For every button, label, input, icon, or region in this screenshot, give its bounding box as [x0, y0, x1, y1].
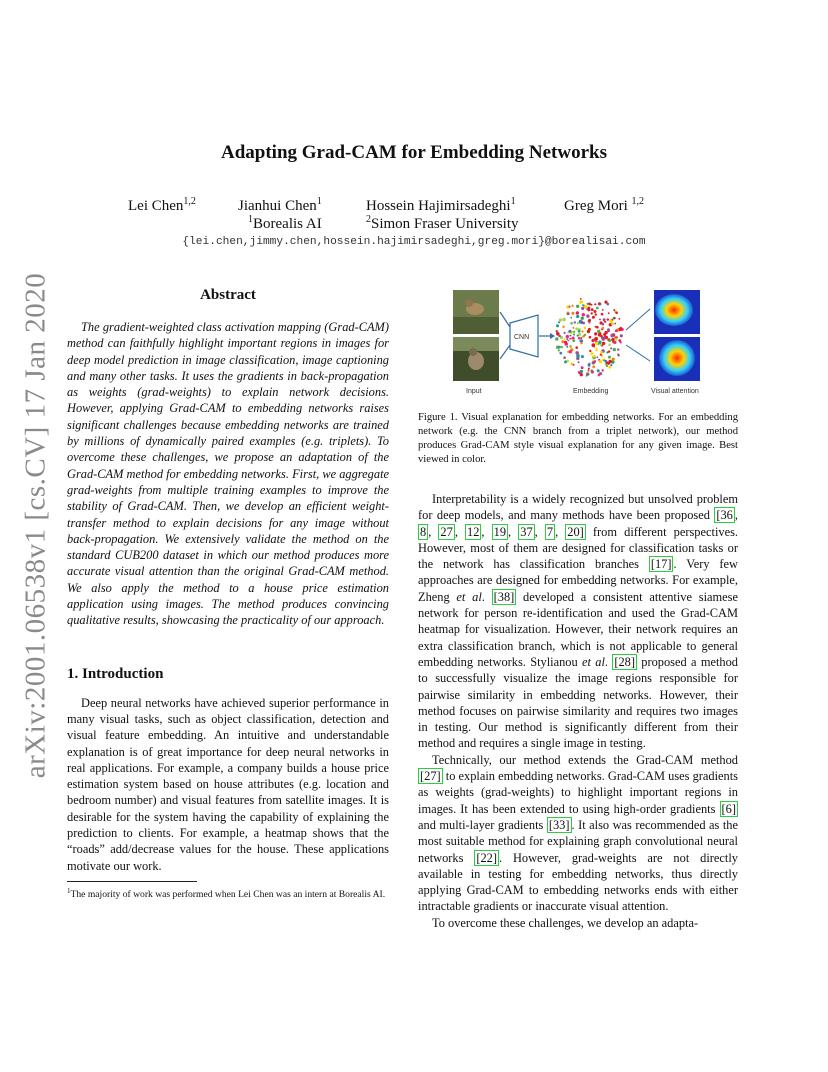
embedding-point — [595, 326, 597, 328]
embedding-point — [602, 323, 605, 326]
embedding-point — [578, 330, 581, 333]
embedding-point — [573, 364, 575, 366]
embedding-point — [596, 307, 599, 310]
abstract-heading: Abstract — [200, 287, 256, 303]
embedding-point — [600, 354, 602, 356]
embedding-point — [580, 298, 582, 300]
embedding-point — [620, 341, 622, 343]
embedding-point — [615, 311, 618, 314]
embedding-point — [575, 351, 579, 355]
affiliation-1: $^1$Borealis AI — [248, 214, 322, 232]
citation-link[interactable]: 19 — [493, 524, 507, 539]
embedding-point — [620, 334, 623, 337]
embedding-point — [611, 338, 614, 341]
embedding-point — [579, 320, 583, 324]
footnote: $^1$The majority of work was performed when Lei Chen was an intern at Borealis AI. — [67, 886, 386, 901]
embedding-point — [602, 309, 604, 311]
right-body-text — [418, 491, 738, 931]
author-2: Jianhui Chen$^1$ — [238, 196, 322, 214]
embedding-point — [591, 371, 594, 374]
embedding-point — [607, 303, 610, 306]
embedding-point — [569, 338, 571, 340]
embedding-point — [592, 361, 595, 364]
embedding-point — [609, 319, 612, 322]
embedding-point — [561, 340, 564, 343]
embedding-point — [591, 308, 594, 311]
embedding-point — [588, 307, 591, 310]
embedding-point — [558, 321, 560, 323]
embedding-point — [599, 360, 602, 363]
embedding-point — [576, 312, 578, 314]
embedding-point — [582, 304, 584, 306]
embedding-point — [587, 303, 589, 305]
embedding-point — [600, 351, 603, 354]
body-paragraph: Technically, our method extends the Grad-CAM method [27] to explain embedding networks. Grad-CAM uses gradients as weights (grad-weights) to highlight important regions in images. It has been extended to using high-order gradients [6] and multi-layer gradients [33] . It also was recommended as the most suitable method for explaining graph convolutional neural networks [22] . However, grad-weights are not directly available in testing for embedding networks, thus directly applying Grad-CAM to embedding networks ends with either intractable gradients or inaccurate visual attention. — [418, 752, 738, 914]
embedding-point — [572, 337, 575, 340]
embedding-point — [602, 369, 604, 371]
embedding-point — [581, 355, 584, 358]
citation-link[interactable]: [27] — [420, 769, 441, 784]
embedding-point — [599, 319, 601, 321]
embedding-point — [561, 346, 563, 348]
embedding-point — [597, 369, 600, 372]
embedding-point — [566, 360, 568, 362]
embedding-point — [588, 368, 590, 370]
embedding-point — [589, 350, 591, 352]
embedding-point — [595, 313, 597, 315]
input-label: Input — [466, 388, 482, 395]
embedding-point — [563, 356, 566, 359]
embedding-point — [570, 317, 572, 319]
embedding-point — [592, 316, 595, 319]
embedding-point — [572, 305, 574, 307]
embedding-point — [594, 337, 598, 341]
attention-map-bottom — [654, 337, 700, 381]
embedding-point — [580, 370, 583, 373]
embedding-point — [582, 313, 585, 316]
embedding-point — [608, 350, 610, 352]
embedding-point — [608, 339, 611, 342]
embedding-point — [558, 349, 560, 351]
embedding-point — [592, 344, 595, 347]
attention-map-top — [654, 290, 700, 334]
embedding-point — [567, 312, 570, 315]
author-3: Hossein Hajimirsadeghi$^1$ — [366, 196, 516, 214]
embedding-point — [594, 303, 596, 305]
embedding-point — [580, 337, 582, 339]
arxiv-identifier — [10, 272, 62, 778]
embedding-point — [600, 344, 602, 346]
embedding-point — [581, 366, 584, 369]
citation-link[interactable]: [6] — [721, 801, 736, 816]
embedding-scatter — [555, 298, 624, 377]
embedding-point — [608, 312, 610, 314]
input-bird-image-top — [453, 290, 499, 334]
embedding-point — [566, 335, 569, 338]
embedding-point — [614, 323, 616, 325]
embedding-point — [596, 356, 598, 358]
embedding-point — [593, 355, 596, 358]
embedding-point — [603, 333, 606, 336]
embedding-point — [603, 318, 606, 321]
embedding-point — [580, 373, 583, 376]
embedding-point — [603, 342, 605, 344]
citation-link[interactable]: [22] — [476, 850, 497, 865]
embedding-point — [576, 305, 579, 308]
embedding-point — [589, 336, 592, 339]
embedding-label: Embedding — [573, 388, 609, 395]
embedding-point — [566, 338, 568, 340]
introduction-heading: 1. Introduction — [67, 665, 164, 682]
citation-link[interactable]: [33] — [548, 817, 570, 832]
embedding-point — [588, 328, 591, 331]
embedding-point — [588, 369, 590, 371]
embedding-point — [607, 318, 609, 320]
embedding-point — [586, 314, 589, 317]
embedding-point — [611, 361, 614, 364]
citation-link[interactable]: 12 — [467, 524, 480, 539]
abstract-text: The gradient-weighted class activation mapping (Grad-CAM) method can faithfully highlight important regions in images for deep model prediction in image classification, image captioning and many other tasks. It uses the gradients in back-propagation as weights (grad-weights) to explain network decisions. However, applying Grad-CAM to embedding networks raises significant challenges because embedding networks are trained by millions of dynamically paired examples (e.g. triplets). To overcome these challenges, we propose an adaptation of the Grad-CAM method for embedding networks. First, we aggregate grad-weights from multiple training examples to improve the stability of Grad-CAM. Then, we develop an efficient weight-transfer method to explain decisions for any image without back-propagation. We extensively validate the method on the standard CUB200 dataset in which our method produces more accurate visual attention than the original Grad-CAM method. We also apply the method to a house price estimation application using images. The method produces convincing qualitative results, showcasing the practicality of our approach. — [67, 320, 390, 628]
embedding-point — [559, 318, 562, 321]
embedding-point — [581, 317, 584, 320]
embedding-point — [566, 346, 568, 348]
embedding-point — [572, 327, 574, 329]
embedding-point — [555, 337, 558, 340]
embedding-point — [567, 351, 569, 353]
affiliation-2: $^2$Simon Fraser University — [366, 214, 519, 232]
author-4: Greg Mori $^{1,2}$ — [564, 196, 644, 214]
embedding-point — [610, 347, 612, 349]
input-bird-image-bottom — [453, 337, 499, 381]
citation-link[interactable]: [28] — [614, 654, 635, 669]
embedding-point — [573, 331, 575, 333]
embedding-point — [598, 341, 601, 344]
embedding-point — [570, 322, 572, 324]
embedding-point — [584, 305, 588, 309]
embedding-point — [586, 373, 589, 376]
embedding-point — [610, 334, 614, 338]
embedding-point — [571, 312, 574, 315]
embedding-point — [575, 327, 578, 330]
embedding-point — [613, 309, 615, 311]
embedding-point — [597, 330, 600, 333]
embedding-point — [581, 330, 583, 332]
embedding-point — [564, 332, 566, 334]
body-paragraph: Interpretability is a widely recognized but unsolved problem for deep models, and many methods have been proposed [36 , 8 , 27 , 12 , 19 , 37 , 7 , 20] from different perspectives. However, most of them are designed for classification tasks or the network has classification branches [17] . Very few approaches are designed for embedding networks. For example, Zheng et al. [38] developed a consistent attentive siamese network for person re-identification and used the Grad-CAM heatmap for visualization. However, their network requires an extra classification branch, which is not applicable to general embedding networks. Stylianou et al. [28] proposed a method to successfully visualize the image regions responsible for pairwise similarity in embedding networks. However, their method focuses on pairwise similarity and requires two images in testing. Our method is significantly different from their method and requires a single image in testing. — [418, 492, 738, 751]
embedding-point — [594, 332, 597, 335]
embedding-point — [584, 327, 587, 330]
embedding-point — [608, 344, 611, 347]
citation-link[interactable]: 7 — [546, 524, 554, 539]
arxiv-identifier-text: arXiv:2001.06538v1 [cs.CV] 17 Jan 2020 — [19, 272, 52, 778]
embedding-point — [577, 322, 579, 324]
embedding-point — [577, 335, 579, 337]
embedding-point — [572, 339, 575, 342]
embedding-point — [611, 322, 614, 325]
footnote-rule — [67, 881, 197, 882]
embedding-point — [608, 356, 611, 359]
embedding-point — [592, 365, 595, 368]
citation-link[interactable]: [36 — [716, 508, 733, 523]
figure-1-illustration — [418, 287, 738, 401]
embedding-point — [599, 373, 602, 376]
embedding-point — [599, 303, 601, 305]
embedding-point — [564, 338, 566, 340]
embedding-point — [601, 313, 604, 316]
citation-link[interactable]: 20] — [567, 524, 584, 539]
embedding-point — [607, 328, 610, 331]
embedding-point — [615, 329, 618, 332]
embedding-point — [575, 346, 578, 349]
citation-link[interactable]: [38] — [493, 589, 515, 604]
embedding-point — [590, 352, 593, 355]
embedding-point — [617, 354, 619, 356]
embedding-point — [569, 306, 571, 308]
author-1: Lei Chen$^{1,2}$ — [128, 196, 196, 214]
embedding-point — [592, 339, 594, 341]
citation-link[interactable]: [17] — [650, 557, 672, 572]
embedding-point — [594, 310, 597, 313]
embedding-point — [592, 359, 594, 361]
embedding-point — [595, 347, 597, 349]
cnn-label: CNN — [514, 334, 530, 341]
author-emails: {lei.chen,jimmy.chen,hossein.hajimirsadeghi,greg.mori}@borealisai.com — [182, 236, 646, 248]
embedding-point — [578, 361, 580, 363]
embedding-point — [614, 341, 617, 344]
embedding-point — [582, 335, 585, 338]
embedding-point — [581, 307, 584, 310]
embedding-point — [562, 318, 566, 322]
embedding-point — [588, 363, 590, 365]
embedding-point — [613, 348, 616, 351]
embedding-point — [556, 330, 558, 332]
embedding-point — [614, 317, 616, 319]
embedding-point — [608, 363, 610, 365]
embedding-point — [573, 334, 575, 336]
embedding-point — [574, 321, 576, 323]
citation-link[interactable]: 8 — [420, 524, 427, 539]
figure-1 — [418, 287, 738, 401]
embedding-point — [610, 364, 612, 366]
embedding-point — [556, 346, 559, 349]
embedding-point — [604, 360, 607, 363]
figure-1-caption: Figure 1. Visual explanation for embedding networks. For an embedding network (e.g. the CNN branch from a triplet network), our method produces Grad-CAM style visual explanation for any given image. Best viewed in color. — [418, 412, 738, 465]
embedding-point — [595, 342, 598, 345]
embedding-point — [618, 318, 620, 320]
embedding-point — [570, 335, 572, 337]
body-paragraph: To overcome these challenges, we develop an adapta- — [432, 915, 699, 930]
embedding-point — [570, 346, 572, 348]
embedding-point — [617, 348, 619, 350]
embedding-point — [578, 337, 581, 340]
embedding-point — [612, 358, 615, 361]
embedding-point — [602, 327, 604, 329]
embedding-point — [556, 324, 559, 327]
introduction-paragraph: Deep neural networks have achieved superior performance in many visual tasks, such as object classification, detection and visual feature embedding. An intuitive and understandable explanation is of great importance for deep neural networks in real applications. For example, a company builds a house price estimation system based on house attributes (e.g. location and bedroom number) and visual features from satellite images. It is desirable for the system having the capability of explaining the prediction to clients. For example, a heatmap shows that the “roads” add/decrease values for the house. These applications motivate our work. — [67, 695, 389, 873]
embedding-point — [588, 319, 591, 322]
embedding-point — [556, 332, 560, 336]
embedding-point — [568, 330, 571, 333]
citation-link[interactable]: 27 — [440, 524, 453, 539]
paper-title: Adapting Grad-CAM for Embedding Networks — [220, 142, 607, 163]
author-block — [128, 196, 668, 236]
right-column — [418, 287, 738, 931]
embedding-point — [608, 366, 611, 369]
embedding-point — [559, 352, 562, 355]
visual-attention-label: Visual attention — [651, 388, 699, 395]
embedding-point — [614, 338, 617, 341]
embedding-point — [562, 326, 564, 328]
embedding-point — [580, 342, 582, 344]
left-column — [67, 287, 389, 901]
embedding-point — [602, 336, 605, 339]
embedding-point — [579, 302, 581, 304]
embedding-point — [591, 312, 593, 314]
citation-link[interactable]: 37 — [520, 524, 533, 539]
embedding-point — [576, 315, 579, 318]
embedding-point — [564, 341, 567, 344]
